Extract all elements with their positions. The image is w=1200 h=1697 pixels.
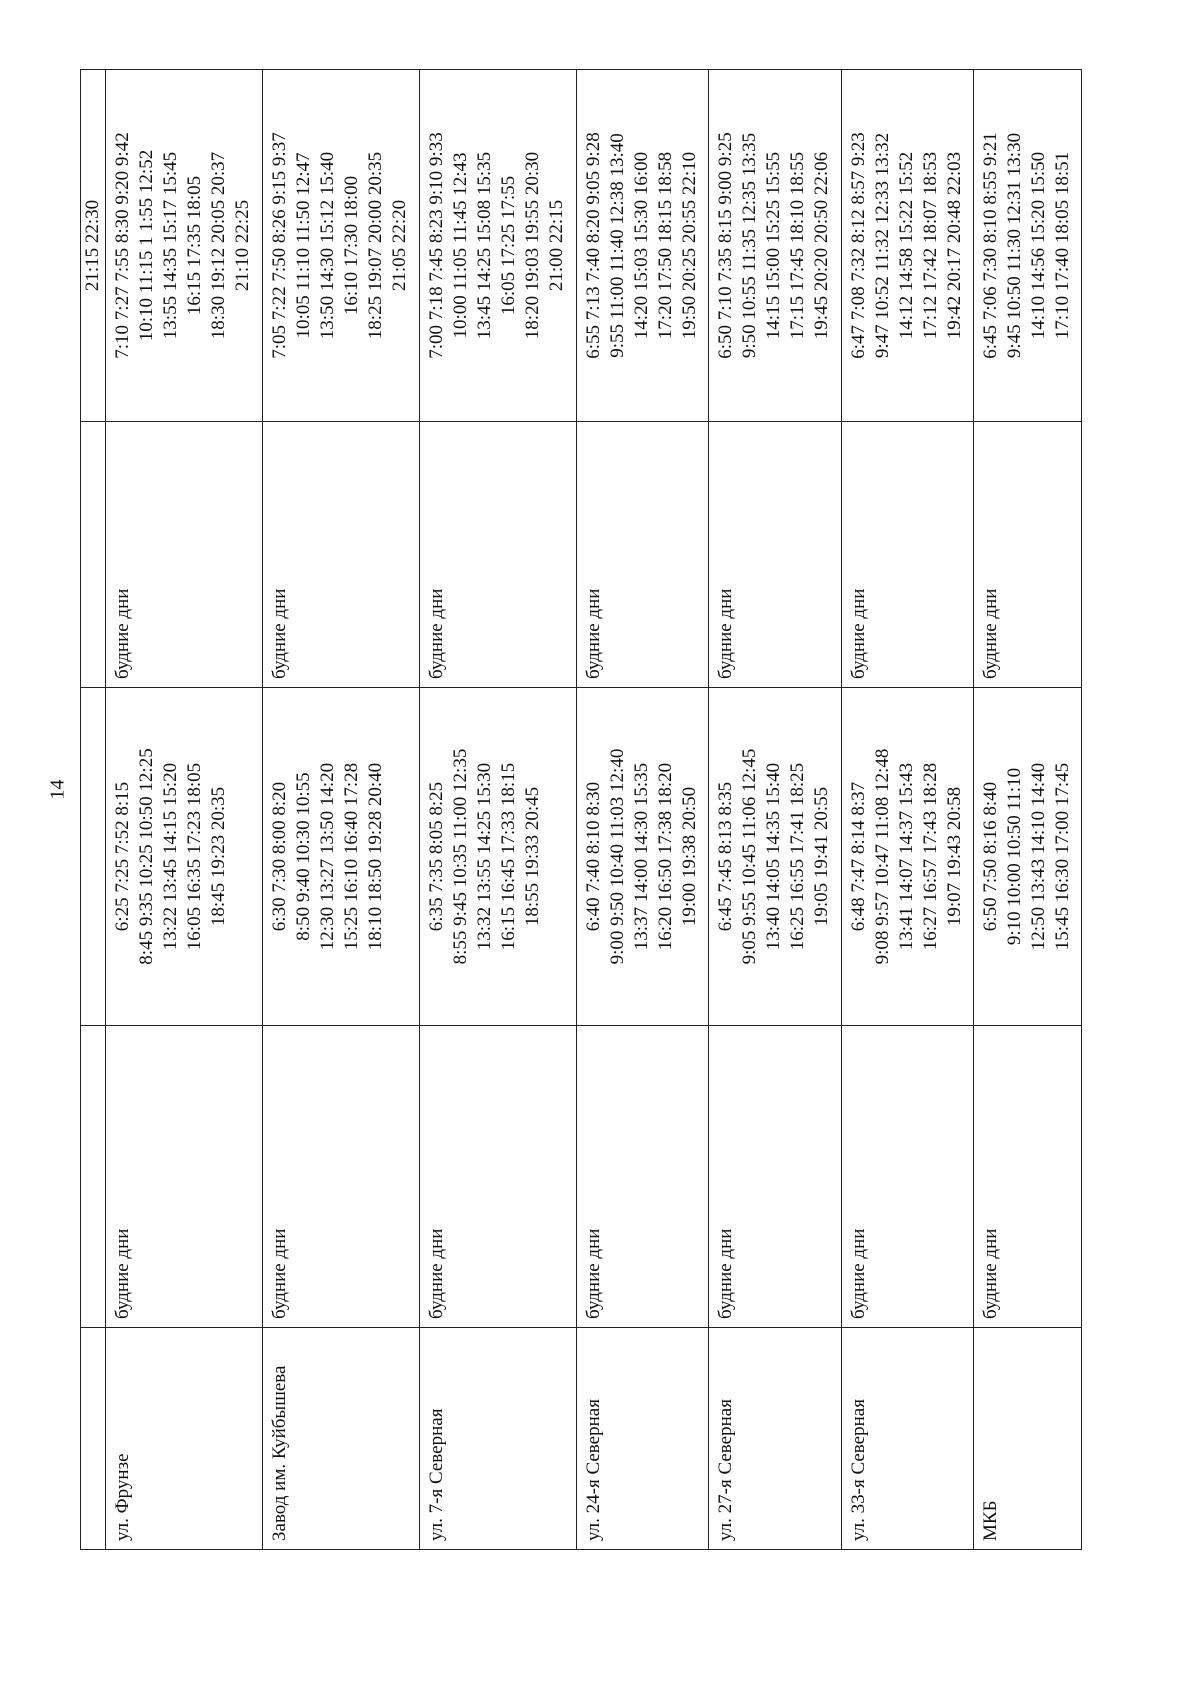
time-line: 18:30 19:12 20:05 20:37 [208, 151, 229, 340]
time-line: 16:20 16:50 17:38 18:20 [654, 762, 676, 951]
stop-name: ул. 24-я Северная [576, 1328, 708, 1550]
departure-times-direction-1 [106, 688, 263, 1026]
continuation-times [81, 70, 106, 422]
time-line: 10:00 11:05 11:45 12:43 [449, 152, 471, 339]
time-line: 7:05 7:22 7:50 8:26 9:15 9:37 [268, 132, 290, 359]
day-type-direction-2: будние дни [106, 422, 263, 688]
time-line: 8:45 9:35 10:25 10:50 12:25 [136, 748, 157, 965]
time-line: 16:10 17:30 18:00 [340, 175, 362, 316]
time-line: 13:45 14:25 15:08 15:35 [473, 151, 495, 340]
time-line: 6:40 7:40 8:10 8:30 [582, 781, 604, 932]
time-line: 19:50 20:25 20:55 22:10 [678, 151, 700, 340]
time-line: 19:42 20:17 20:48 22:03 [943, 151, 965, 340]
day-type-direction-2: будние дни [841, 422, 973, 688]
departure-times-direction-2 [106, 70, 263, 422]
time-line: 16:15 16:45 17:33 18:15 [497, 762, 519, 951]
time-line: 9:55 11:00 11:40 12:38 13:40 [606, 133, 628, 358]
day-type-direction-1: будние дни [419, 1026, 576, 1328]
stop-name: ул. 33-я Северная [841, 1328, 973, 1550]
departure-times-direction-2 [973, 70, 1081, 422]
time-line: 6:50 7:50 8:16 8:40 [979, 781, 1001, 932]
time-line: 9:50 10:55 11:35 12:35 13:35 [739, 132, 761, 359]
stop-name: ул. 27-я Северная [709, 1328, 841, 1550]
time-line: 18:45 19:23 20:35 [208, 786, 229, 927]
departure-times-direction-2 [709, 70, 841, 422]
time-line: 21:15 22:30 [82, 199, 103, 292]
time-line: 7:10 7:27 7:55 8:30 9:20 9:42 [112, 132, 133, 359]
time-line: 16:05 17:25 17:55 [497, 175, 519, 316]
time-line: 17:15 17:45 18:10 18:55 [787, 151, 809, 340]
time-line: 19:00 19:38 20:50 [678, 786, 700, 927]
stop-row [841, 70, 973, 1550]
departure-times-direction-2 [841, 70, 973, 422]
departure-times-direction-2 [576, 70, 708, 422]
time-line: 6:47 7:08 7:32 8:12 8:57 9:23 [847, 132, 869, 359]
time-line: 13:32 13:55 14:25 15:30 [473, 762, 495, 951]
time-line: 10:05 11:10 11:50 12:47 [292, 152, 314, 339]
day-type-direction-1: будние дни [262, 1026, 419, 1328]
time-line: 19:45 20:20 20:50 22:06 [811, 151, 833, 340]
stop-row [419, 70, 576, 1550]
day-type-direction-1: будние дни [106, 1026, 263, 1328]
stop-row [709, 70, 841, 1550]
time-line: 13:55 14:35 15:17 15:45 [160, 151, 181, 340]
time-line: 6:30 7:30 8:00 8:20 [268, 781, 290, 932]
time-line: 17:12 17:42 18:07 18:53 [919, 151, 941, 340]
time-line: 9:08 9:57 10:47 11:08 12:48 [871, 748, 893, 965]
stop-name: Завод им. Куйбышева [262, 1328, 419, 1550]
time-line: 18:10 18:50 19:28 20:40 [364, 762, 386, 951]
time-line: 6:25 7:25 7:52 8:15 [112, 781, 133, 932]
time-line: 18:55 19:33 20:45 [521, 786, 543, 927]
time-line: 12:30 13:27 13:50 14:20 [316, 762, 338, 951]
time-line: 6:48 7:47 8:14 8:37 [847, 781, 869, 932]
time-line: 15:45 16:30 17:00 17:45 [1051, 762, 1073, 951]
departure-times-direction-1 [262, 688, 419, 1026]
time-line: 6:50 7:10 7:35 8:15 9:00 9:25 [715, 132, 737, 359]
time-line: 7:00 7:18 7:45 8:23 9:10 9:33 [425, 132, 447, 359]
time-line: 14:15 15:00 15:25 15:55 [763, 151, 785, 340]
day-type-direction-2: будние дни [262, 422, 419, 688]
stop-row [576, 70, 708, 1550]
departure-times-direction-1 [841, 688, 973, 1026]
day-type-direction-2: будние дни [709, 422, 841, 688]
day-type-direction-2: будние дни [973, 422, 1081, 688]
day-type-direction-1: будние дни [841, 1026, 973, 1328]
stop-name: ул. 7-я Северная [419, 1328, 576, 1550]
time-line: 16:27 16:57 17:43 18:28 [919, 762, 941, 951]
time-line: 21:00 22:15 [545, 199, 567, 292]
day-type-direction-1: будние дни [973, 1026, 1081, 1328]
time-line: 16:15 17:35 18:05 [184, 175, 205, 316]
day-type-direction-1: будние дни [576, 1026, 708, 1328]
time-line: 21:05 22:20 [388, 199, 410, 292]
departure-times-direction-1 [973, 688, 1081, 1026]
stop-row [106, 70, 263, 1550]
time-line: 8:50 9:40 10:30 10:55 [292, 772, 314, 941]
stop-name: МКБ [973, 1328, 1081, 1550]
time-line: 9:00 9:50 10:40 11:03 12:40 [606, 748, 628, 965]
schedule-table [80, 69, 1082, 1550]
time-line: 13:37 14:00 14:30 15:35 [630, 762, 652, 951]
time-line: 18:20 19:03 19:55 20:30 [521, 151, 543, 340]
time-line: 6:45 7:06 7:30 8:10 8:55 9:21 [979, 132, 1001, 359]
departure-times-direction-1 [709, 688, 841, 1026]
time-line: 6:55 7:13 7:40 8:20 9:05 9:28 [582, 132, 604, 359]
departure-times-direction-2 [419, 70, 576, 422]
time-line: 13:41 14:07 14:37 15:43 [895, 762, 917, 951]
stop-row [262, 70, 419, 1550]
time-line: 9:05 9:55 10:45 11:06 12:45 [739, 748, 761, 965]
time-line: 13:22 13:45 14:15 15:20 [160, 762, 181, 951]
time-line: 10:10 11:15 1 1:55 12:52 [136, 149, 157, 342]
time-line: 12:50 13:43 14:10 14:40 [1027, 762, 1049, 951]
stop-row [973, 70, 1081, 1550]
time-line: 6:45 7:45 8:13 8:35 [715, 781, 737, 932]
time-line: 9:47 10:52 11:32 12:33 13:32 [871, 132, 893, 359]
time-line: 9:45 10:50 11:30 12:31 13:30 [1003, 132, 1025, 359]
continuation-row [81, 70, 106, 1550]
time-line: 16:25 16:55 17:41 18:25 [787, 762, 809, 951]
time-line: 16:05 16:35 17:23 18:05 [184, 762, 205, 951]
time-line: 6:35 7:35 8:05 8:25 [425, 781, 447, 932]
departure-times-direction-1 [576, 688, 708, 1026]
time-line: 17:20 17:50 18:15 18:58 [654, 151, 676, 340]
time-line: 13:50 14:30 15:12 15:40 [316, 151, 338, 340]
page-number: 14 [46, 779, 69, 800]
day-type-direction-2: будние дни [419, 422, 576, 688]
time-line: 9:10 10:00 10:50 11:10 [1003, 767, 1025, 946]
day-type-direction-2: будние дни [576, 422, 708, 688]
time-line: 19:07 19:43 20:58 [943, 786, 965, 927]
day-type-direction-1: будние дни [709, 1026, 841, 1328]
stop-name: ул. Фрунзе [106, 1328, 263, 1550]
departure-times-direction-1 [419, 688, 576, 1026]
time-line: 17:10 17:40 18:05 18:51 [1051, 151, 1073, 340]
departure-times-direction-2 [262, 70, 419, 422]
time-line: 8:55 9:45 10:35 11:00 12:35 [449, 748, 471, 965]
time-line: 18:25 19:07 20:00 20:35 [364, 151, 386, 340]
time-line: 19:05 19:41 20:55 [811, 786, 833, 927]
time-line: 21:10 22:25 [232, 199, 253, 292]
time-line: 14:20 15:03 15:30 16:00 [630, 151, 652, 340]
schedule-table-container [80, 70, 1082, 1550]
time-line: 14:10 14:56 15:20 15:50 [1027, 151, 1049, 340]
time-line: 14:12 14:58 15:22 15:52 [895, 151, 917, 340]
time-line: 13:40 14:05 14:35 15:40 [763, 762, 785, 951]
time-line: 15:25 16:10 16:40 17:28 [340, 762, 362, 951]
